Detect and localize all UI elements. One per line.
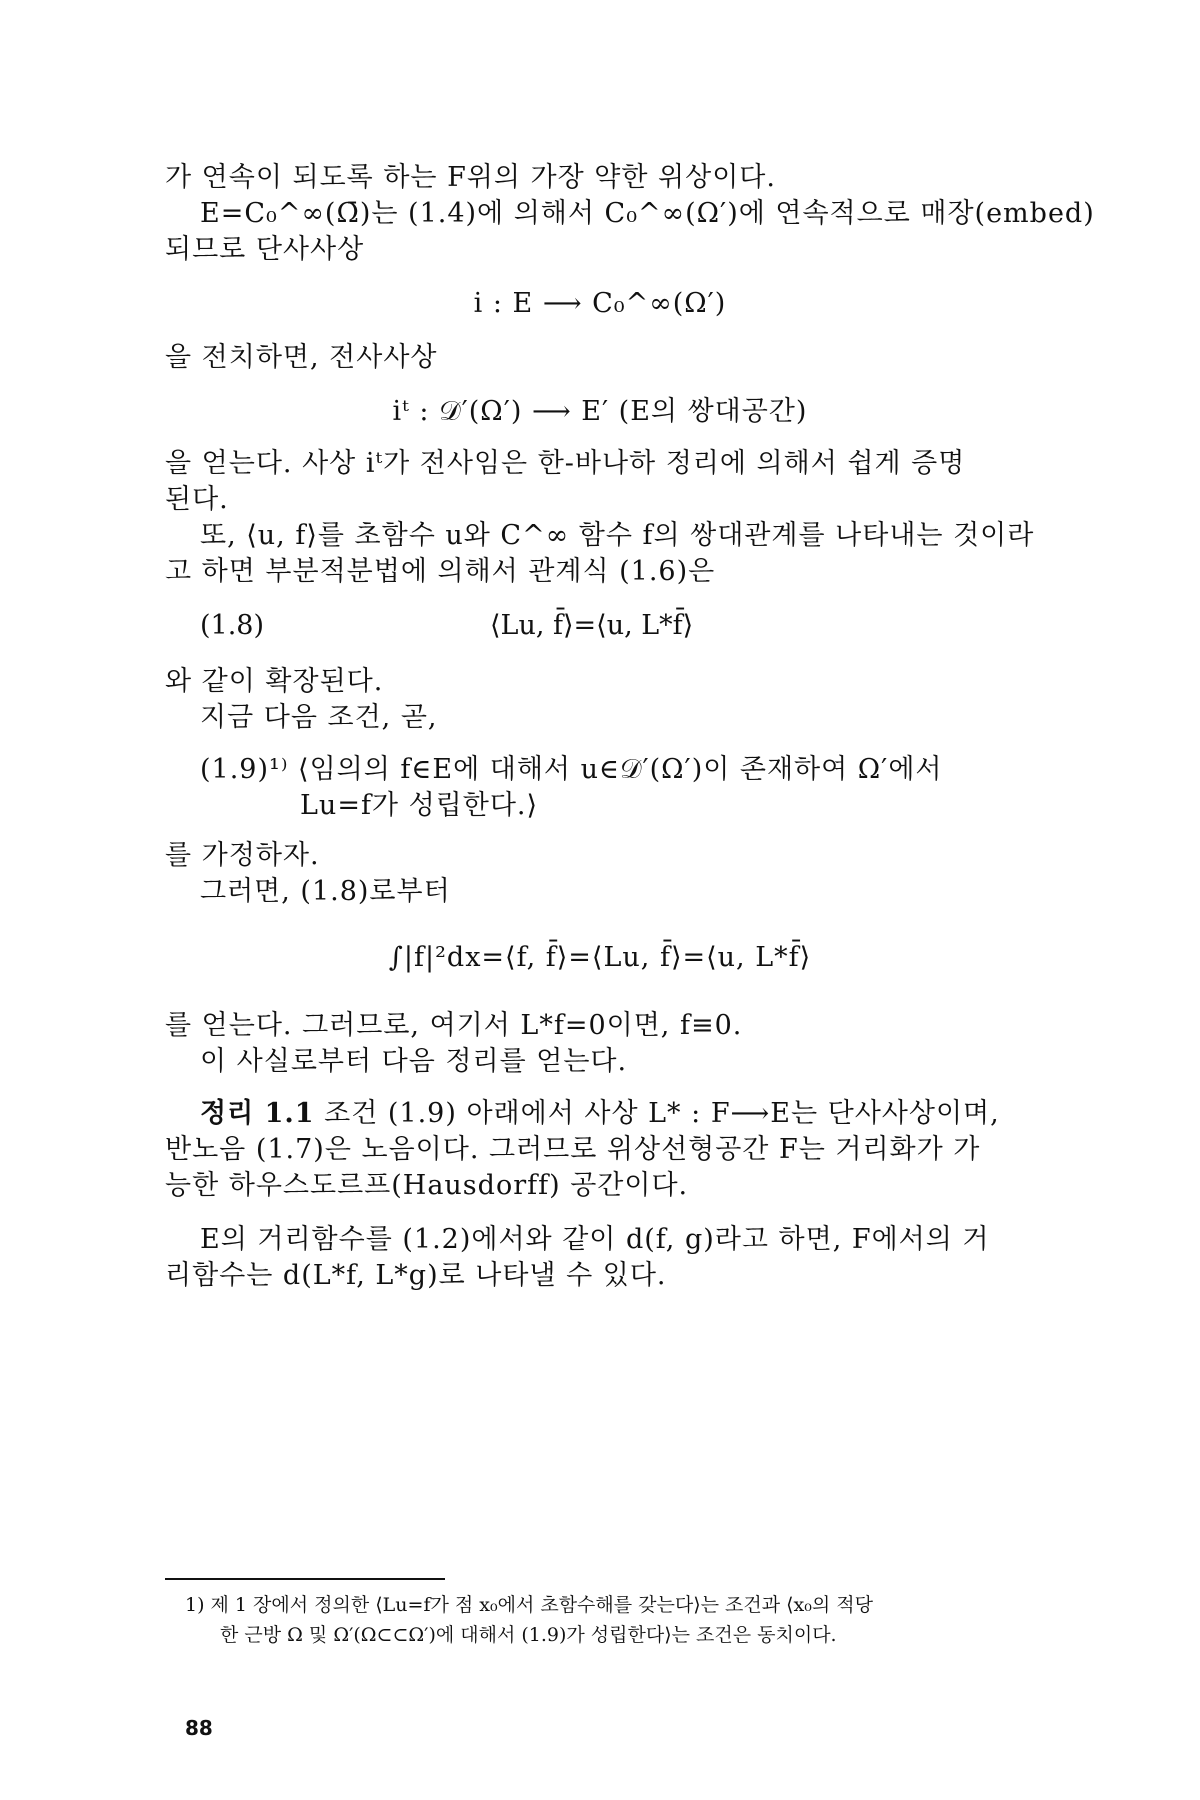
theorem-text: 조건 (1.9) 아래에서 사상 L* : F⟶E는 단사사상이며, — [324, 1098, 1000, 1129]
page-number: 88 — [185, 1716, 213, 1740]
condition-line: Lu=f가 성립한다.⟩ — [300, 790, 539, 821]
text-line: E의 거리함수를 (1.2)에서와 같이 d(f, g)라고 하면, F에서의 거 — [200, 1224, 990, 1255]
equation-number: (1.8) — [200, 610, 265, 641]
theorem-label: 정리 1.1 — [200, 1098, 315, 1129]
text-line: 또, ⟨u, f⟩를 초함수 u와 C^∞ 함수 f의 쌍대관계를 나타내는 것이라 — [200, 520, 1035, 551]
equation-duality: ⟨Lu, f̄⟩=⟨u, L*f̄⟩ — [490, 610, 694, 641]
text-line: 능한 하우스도르프(Hausdorff) 공간이다. — [165, 1170, 689, 1201]
footnote-rule — [165, 1578, 445, 1580]
text-line: 반노음 (1.7)은 노음이다. 그러므로 위상선형공간 F는 거리화가 가 — [165, 1134, 981, 1165]
footnote-line: 1) 제 1 장에서 정의한 ⟨Lu=f가 점 x₀에서 초함수해를 갖는다⟩는 조건과 ⟨x₀의 적당 — [185, 1594, 873, 1616]
text-line: 되므로 단사사상 — [165, 234, 365, 265]
text-line: 가 연속이 되도록 하는 F위의 가장 약한 위상이다. — [165, 162, 776, 193]
text-line: 를 얻는다. 그러므로, 여기서 L*f=0이면, f≡0. — [165, 1010, 743, 1041]
text-line: 를 가정하자. — [165, 840, 320, 871]
text-line: 이 사실로부터 다음 정리를 얻는다. — [200, 1046, 628, 1077]
equation-integral: ∫|f|²dx=⟨f, f̄⟩=⟨Lu, f̄⟩=⟨u, L*f̄⟩ — [388, 942, 812, 973]
text-line: E=C₀^∞(Ω̄)는 (1.4)에 의해서 C₀^∞(Ω′)에 연속적으로 매장(embed) — [200, 198, 1095, 229]
text-line: 고 하면 부분적분법에 의해서 관계식 (1.6)은 — [165, 556, 716, 587]
text-line: 와 같이 확장된다. — [165, 666, 384, 697]
theorem-line — [200, 1096, 1070, 1132]
text-line: 그러면, (1.8)로부터 — [200, 876, 451, 907]
text-line: 을 얻는다. 사상 iᵗ가 전사임은 한-바나하 정리에 의해서 쉽게 증명 — [165, 448, 966, 479]
text-line: 리함수는 d(L*f, L*g)로 나타낼 수 있다. — [165, 1260, 667, 1291]
text-line: 을 전치하면, 전사사상 — [165, 342, 438, 373]
condition-line: (1.9)¹⁾ ⟨임의의 f∈E에 대해서 u∈𝒟′(Ω′)이 존재하여 Ω′에서 — [200, 754, 943, 785]
text-line: 지금 다음 조건, 곧, — [200, 702, 438, 733]
equation-transpose-map: iᵗ : 𝒟′(Ω′) ⟶ E′ (E의 쌍대공간) — [392, 396, 808, 427]
equation-inclusion-map: i : E ⟶ C₀^∞(Ω′) — [473, 288, 727, 319]
footnote-line: 한 근방 Ω 및 Ω′(Ω⊂⊂Ω′)에 대해서 (1.9)가 성립한다⟩는 조건은 동치이다. — [220, 1624, 837, 1646]
text-line: 된다. — [165, 484, 229, 515]
